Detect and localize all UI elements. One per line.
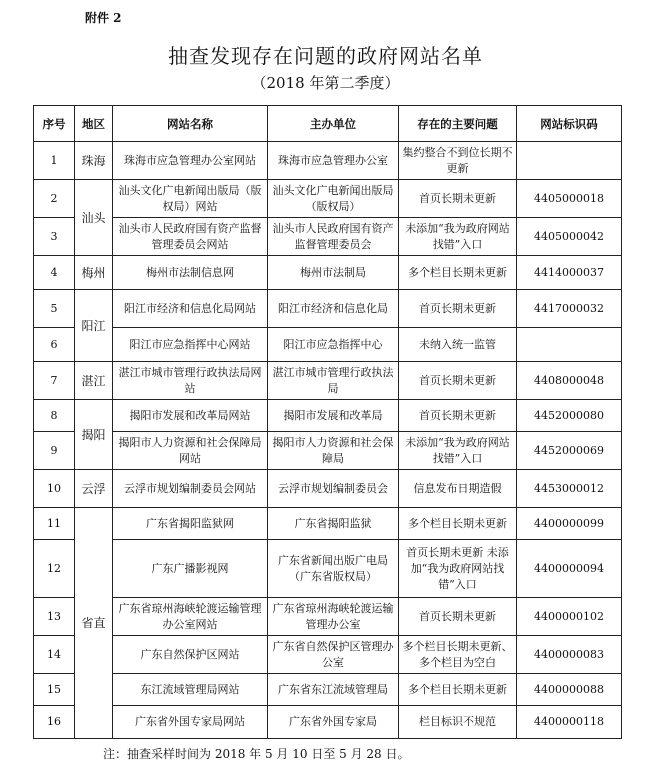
- site-code: 4400000118: [517, 706, 622, 739]
- row-no: 13: [34, 598, 75, 636]
- header-site: 网站名称: [113, 106, 268, 142]
- region-cell: 汕头: [75, 180, 113, 256]
- host-org: 珠海市应急管理办公室: [268, 142, 399, 180]
- main-issue: 未纳入统一监管: [399, 328, 517, 362]
- host-org: 广东省揭阳监狱: [268, 508, 399, 540]
- site-code: 4452000069: [517, 432, 622, 470]
- website-table: [33, 105, 622, 739]
- row-no: 8: [34, 400, 75, 432]
- site-code: 4405000042: [517, 218, 622, 256]
- site-name: 广东省揭阳监狱网: [113, 508, 268, 540]
- table-row: [34, 432, 622, 470]
- row-no: 7: [34, 362, 75, 400]
- site-code: 4400000088: [517, 674, 622, 706]
- region-cell: 湛江: [75, 362, 113, 400]
- site-code: 4405000018: [517, 180, 622, 218]
- site-name: 阳江市经济和信息化局网站: [113, 290, 268, 328]
- main-issue: 首页长期未更新: [399, 362, 517, 400]
- host-org: 广东省琼州海峡轮渡运输管理办公室: [268, 598, 399, 636]
- site-name: 广东省外国专家局网站: [113, 706, 268, 739]
- table-row: [34, 218, 622, 256]
- site-code: 4408000048: [517, 362, 622, 400]
- table-row: [34, 290, 622, 328]
- table-row: [34, 598, 622, 636]
- header-no: 序号: [34, 106, 75, 142]
- footnote: 注：抽查采样时间为 2018 年 5 月 10 日至 5 月 28 日。: [103, 747, 410, 761]
- header-region: 地区: [75, 106, 113, 142]
- table-row: [34, 470, 622, 508]
- site-code: 4414000037: [517, 256, 622, 290]
- row-no: 9: [34, 432, 75, 470]
- site-name: 梅州市法制信息网: [113, 256, 268, 290]
- table-row: [34, 540, 622, 598]
- host-org: 汕头市人民政府国有资产监督管理委员会: [268, 218, 399, 256]
- site-name: 湛江市城市管理行政执法局网站: [113, 362, 268, 400]
- document-subtitle: （2018 年第二季度）: [251, 74, 400, 92]
- row-no: 16: [34, 706, 75, 739]
- table-row: [34, 674, 622, 706]
- main-issue: 多个栏目长期未更新: [399, 256, 517, 290]
- document-title: 抽查发现存在问题的政府网站名单: [168, 44, 483, 68]
- site-name: 阳江市应急指挥中心网站: [113, 328, 268, 362]
- site-name: 揭阳市发展和改革局网站: [113, 400, 268, 432]
- main-issue: 首页长期未更新: [399, 598, 517, 636]
- host-org: 汕头文化广电新闻出版局（版权局）: [268, 180, 399, 218]
- host-org: 阳江市经济和信息化局: [268, 290, 399, 328]
- main-issue: 首页长期未更新: [399, 400, 517, 432]
- host-org: 揭阳市发展和改革局: [268, 400, 399, 432]
- region-cell: 揭阳: [75, 400, 113, 470]
- main-issue: 首页长期未更新: [399, 180, 517, 218]
- site-name: 汕头文化广电新闻出版局（版权局）网站: [113, 180, 268, 218]
- host-org: 云浮市规划编制委员会: [268, 470, 399, 508]
- region-cell: 阳江: [75, 290, 113, 362]
- site-code: 4400000083: [517, 636, 622, 674]
- table-row: [34, 636, 622, 674]
- table-row: [34, 180, 622, 218]
- table-row: [34, 362, 622, 400]
- row-no: 6: [34, 328, 75, 362]
- site-code: [517, 142, 622, 180]
- main-issue: 集约整合不到位长期不更新: [399, 142, 517, 180]
- main-issue: 多个栏目长期未更新、多个栏目为空白: [399, 636, 517, 674]
- row-no: 12: [34, 540, 75, 598]
- host-org: 湛江市城市管理行政执法局: [268, 362, 399, 400]
- host-org: 阳江市应急指挥中心: [268, 328, 399, 362]
- row-no: 14: [34, 636, 75, 674]
- site-name: 东江流域管理局网站: [113, 674, 268, 706]
- row-no: 11: [34, 508, 75, 540]
- table-row: [34, 328, 622, 362]
- site-code: 4417000032: [517, 290, 622, 328]
- header-org: 主办单位: [268, 106, 399, 142]
- host-org: 揭阳市人力资源和社会保障局: [268, 432, 399, 470]
- table-header-row: [34, 106, 622, 142]
- region-cell: 云浮: [75, 470, 113, 508]
- site-code: 4452000080: [517, 400, 622, 432]
- row-no: 1: [34, 142, 75, 180]
- site-name: 广东广播影视网: [113, 540, 268, 598]
- row-no: 3: [34, 218, 75, 256]
- host-org: 梅州市法制局: [268, 256, 399, 290]
- site-code: 4400000094: [517, 540, 622, 598]
- host-org: 广东省自然保护区管理办公室: [268, 636, 399, 674]
- site-code: 4400000099: [517, 508, 622, 540]
- main-issue: 信息发布日期造假: [399, 470, 517, 508]
- site-code: [517, 328, 622, 362]
- main-issue: 栏目标识不规范: [399, 706, 517, 739]
- site-code: 4400000102: [517, 598, 622, 636]
- main-issue: 首页长期未更新 未添加“我为政府网站找错”入口: [399, 540, 517, 598]
- site-name: 汕头市人民政府国有资产监督管理委员会网站: [113, 218, 268, 256]
- main-issue: 多个栏目长期未更新: [399, 674, 517, 706]
- main-issue: 未添加“我为政府网站找错”入口: [399, 218, 517, 256]
- site-name: 云浮市规划编制委员会网站: [113, 470, 268, 508]
- row-no: 15: [34, 674, 75, 706]
- table-row: [34, 706, 622, 739]
- host-org: 广东省外国专家局: [268, 706, 399, 739]
- table-row: [34, 400, 622, 432]
- header-code: 网站标识码: [517, 106, 622, 142]
- row-no: 2: [34, 180, 75, 218]
- region-cell: 珠海: [75, 142, 113, 180]
- main-issue: 首页长期未更新: [399, 290, 517, 328]
- site-name: 揭阳市人力资源和社会保障局网站: [113, 432, 268, 470]
- attachment-label: 附件 2: [85, 11, 122, 25]
- table-row: [34, 256, 622, 290]
- row-no: 4: [34, 256, 75, 290]
- site-name: 广东自然保护区网站: [113, 636, 268, 674]
- main-issue: 未添加“我为政府网站找错”入口: [399, 432, 517, 470]
- site-name: 广东省琼州海峡轮渡运输管理办公室网站: [113, 598, 268, 636]
- host-org: 广东省新闻出版广电局（广东省版权局）: [268, 540, 399, 598]
- row-no: 5: [34, 290, 75, 328]
- row-no: 10: [34, 470, 75, 508]
- region-cell: 梅州: [75, 256, 113, 290]
- region-cell: 省直: [75, 508, 113, 739]
- table-row: [34, 508, 622, 540]
- host-org: 广东省东江流域管理局: [268, 674, 399, 706]
- main-issue: 多个栏目长期未更新: [399, 508, 517, 540]
- site-code: 4453000012: [517, 470, 622, 508]
- site-name: 珠海市应急管理办公室网站: [113, 142, 268, 180]
- header-issue: 存在的主要问题: [399, 106, 517, 142]
- table-row: [34, 142, 622, 180]
